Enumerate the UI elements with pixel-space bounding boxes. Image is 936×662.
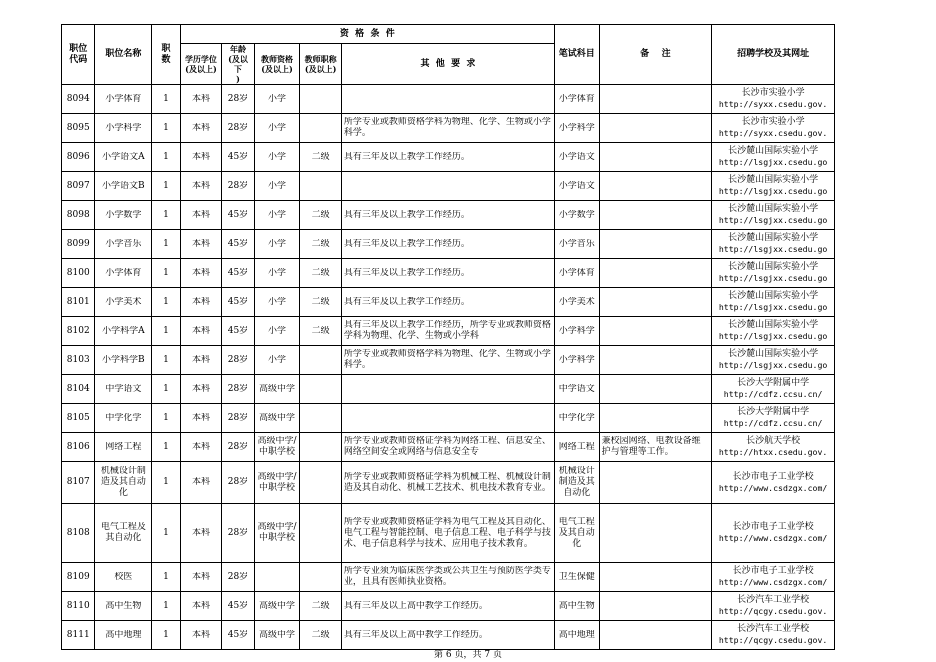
cell-school-name: 长沙市实验小学	[741, 117, 805, 127]
table-row	[62, 172, 835, 201]
cell-other: 具有三年及以上高中教学工作经历。	[343, 629, 488, 640]
cell-exam: 中学化学	[558, 412, 595, 423]
cell-exam: 高中生物	[558, 600, 595, 611]
cell-school-url[interactable]: http://qcgy.csedu.gov.	[718, 635, 828, 645]
cell-code: 8108	[66, 527, 90, 538]
cell-code: 8105	[66, 412, 90, 423]
cell-education: 本科	[191, 267, 210, 278]
header-code: 职位 代码	[62, 25, 95, 85]
cell-education: 本科	[191, 383, 210, 394]
cell-count: 1	[163, 354, 169, 365]
cell-name: 小学音乐	[105, 238, 142, 249]
cell-teacher-cert: 高级中学/中职学校	[257, 436, 297, 457]
cell-teacher-title: 二级	[311, 600, 330, 611]
cell-teacher-cert: 小学	[268, 122, 287, 133]
cell-teacher-title: 二级	[311, 325, 330, 336]
cell-name: 小学数学	[105, 209, 142, 220]
cell-age: 45岁	[227, 238, 249, 249]
cell-exam: 小学体育	[558, 267, 595, 278]
cell-teacher-title: 二级	[311, 296, 330, 307]
cell-code: 8106	[66, 441, 90, 452]
recruitment-table	[61, 24, 835, 650]
cell-age: 45岁	[227, 325, 249, 336]
cell-count: 1	[163, 296, 169, 307]
header-remark: 备 注	[599, 25, 712, 85]
cell-school-name: 长沙麓山国际实验小学	[728, 320, 819, 330]
cell-name: 高中地理	[105, 629, 142, 640]
cell-school-name: 长沙麓山国际实验小学	[728, 291, 819, 301]
cell-exam: 电气工程及其自动化	[558, 516, 595, 549]
cell-exam: 网络工程	[558, 441, 595, 452]
table-row	[62, 114, 835, 143]
cell-name: 小学语文B	[102, 180, 145, 191]
cell-teacher-cert: 高级中学/中职学校	[257, 471, 297, 493]
cell-education: 本科	[191, 412, 210, 423]
cell-teacher-cert: 小学	[268, 238, 287, 249]
cell-age: 28岁	[227, 93, 249, 104]
cell-exam: 高中地理	[558, 629, 595, 640]
cell-count: 1	[163, 122, 169, 133]
cell-teacher-title: 二级	[311, 238, 330, 249]
cell-age: 45岁	[227, 296, 249, 307]
cell-age: 45岁	[227, 151, 249, 162]
cell-code: 8099	[66, 238, 90, 249]
cell-school-url[interactable]: http://www.csdzgx.com/	[718, 482, 828, 493]
cell-age: 45岁	[227, 600, 249, 611]
cell-teacher-cert: 小学	[268, 296, 287, 307]
cell-exam: 小学语文	[558, 151, 595, 162]
cell-teacher-title: 二级	[311, 629, 330, 640]
cell-education: 本科	[191, 238, 210, 249]
cell-other: 所学专业或教师资格证学科为电气工程及其自动化、电气工程与智能控制、电子信息工程、电子科学与技术、电子信息科学与技术、应用电子技术教育。	[343, 516, 551, 549]
cell-school-name: 长沙麓山国际实验小学	[728, 175, 819, 185]
cell-teacher-cert: 小学	[268, 93, 287, 104]
cell-teacher-cert: 小学	[268, 151, 287, 162]
cell-education: 本科	[191, 93, 210, 104]
cell-school-url[interactable]: http://lsgjxx.csedu.go	[718, 331, 828, 341]
cell-other: 所学专业或教师资格证学科为机械工程、机械设计制造及其自动化、机械工艺技术、机电技术教育专业。	[343, 471, 551, 493]
cell-code: 8107	[66, 477, 90, 487]
cell-age: 28岁	[227, 122, 249, 133]
cell-education: 本科	[191, 527, 210, 538]
cell-count: 1	[163, 238, 169, 249]
cell-code: 8109	[66, 571, 90, 582]
cell-age: 45岁	[227, 209, 249, 220]
cell-exam: 小学科学	[558, 354, 595, 365]
cell-name: 网络工程	[105, 441, 142, 452]
cell-school-url[interactable]: http://lsgjxx.csedu.go	[718, 273, 828, 283]
cell-teacher-cert: 小学	[268, 354, 287, 365]
header-other: 其 他 要 求	[341, 44, 554, 85]
cell-name: 校医	[114, 571, 133, 582]
cell-school-name: 长沙麓山国际实验小学	[728, 204, 819, 214]
header-exam: 笔试科目	[554, 25, 599, 85]
cell-school-url[interactable]: http://lsgjxx.csedu.go	[718, 157, 828, 167]
cell-school-name: 长沙市电子工业学校	[732, 522, 814, 532]
cell-school-name: 长沙麓山国际实验小学	[728, 146, 819, 156]
cell-count: 1	[163, 151, 169, 162]
cell-school-name: 长沙汽车工业学校	[737, 595, 810, 605]
cell-other: 具有三年及以上教学工作经历。	[343, 209, 470, 220]
table-row	[62, 143, 835, 172]
cell-education: 本科	[191, 151, 210, 162]
cell-code: 8097	[66, 180, 90, 191]
cell-teacher-cert: 高级中学	[259, 600, 296, 611]
cell-other: 所学专业须为临床医学类或公共卫生与预防医学类专业，且具有医师执业资格。	[343, 566, 551, 587]
cell-exam: 小学体育	[558, 93, 595, 104]
table-row	[62, 346, 835, 375]
cell-count: 1	[163, 267, 169, 278]
cell-school-name: 长沙航天学校	[746, 436, 801, 446]
header-teacher-cert: 教师资格 (及以上)	[254, 44, 300, 85]
cell-remark: 兼校园网络、电教设备维护与管理等工作。	[601, 436, 701, 457]
cell-code: 8102	[66, 325, 90, 336]
cell-count: 1	[163, 93, 169, 104]
cell-count: 1	[163, 180, 169, 191]
cell-teacher-cert: 高级中学	[259, 383, 296, 394]
page-footer: 第 6 页，共 7 页	[434, 650, 502, 660]
cell-code: 8103	[66, 354, 90, 365]
cell-education: 本科	[191, 571, 210, 582]
cell-teacher-cert: 小学	[268, 325, 287, 336]
cell-school-url[interactable]: http://www.csdzgx.com/	[718, 533, 828, 543]
table-row	[62, 462, 835, 504]
cell-other: 所学专业或教师资格学科为物理、化学、生物或小学科学。	[343, 117, 551, 138]
cell-school-name: 长沙市实验小学	[741, 88, 805, 98]
cell-count: 1	[163, 441, 169, 452]
cell-age: 28岁	[227, 383, 249, 394]
cell-other: 具有三年及以上教学工作经历。	[343, 267, 470, 278]
cell-age: 28岁	[227, 441, 249, 452]
cell-school-name: 长沙大学附属中学	[737, 407, 810, 417]
cell-count: 1	[163, 383, 169, 394]
cell-count: 1	[163, 527, 169, 538]
cell-other: 所学专业或教师资格证学科为网络工程、信息安全、网络空间安全或网络与信息安全专	[343, 436, 551, 457]
cell-education: 本科	[191, 209, 210, 220]
cell-age: 45岁	[227, 629, 249, 640]
cell-education: 本科	[191, 441, 210, 452]
cell-count: 1	[163, 325, 169, 336]
cell-name: 高中生物	[105, 600, 142, 611]
cell-school-name: 长沙市电子工业学校	[732, 471, 814, 482]
header-teacher-title: 教师职称 (及以上)	[300, 44, 342, 85]
cell-exam: 小学数学	[558, 209, 595, 220]
header-count: 职 数	[152, 25, 180, 85]
cell-education: 本科	[191, 325, 210, 336]
cell-school-url[interactable]: http://lsgjxx.csedu.go	[718, 215, 828, 225]
cell-count: 1	[163, 571, 169, 582]
cell-age: 28岁	[227, 180, 249, 191]
cell-school-url[interactable]: http://www.csdzgx.com/	[718, 577, 828, 587]
cell-name: 小学体育	[105, 93, 142, 104]
cell-exam: 小学科学	[558, 122, 595, 133]
cell-school-name: 长沙汽车工业学校	[737, 624, 810, 634]
cell-name: 小学科学A	[102, 325, 145, 336]
table-row	[62, 230, 835, 259]
table-row	[62, 201, 835, 230]
cell-exam: 小学美术	[558, 296, 595, 307]
cell-exam: 小学科学	[558, 325, 595, 336]
cell-school-name: 长沙麓山国际实验小学	[728, 262, 819, 272]
cell-exam: 小学语文	[558, 180, 595, 191]
cell-name: 中学语文	[105, 383, 142, 394]
cell-education: 本科	[191, 296, 210, 307]
cell-teacher-title: 二级	[311, 151, 330, 162]
cell-school-url[interactable]: http://lsgjxx.csedu.go	[718, 360, 828, 370]
cell-education: 本科	[191, 122, 210, 133]
cell-age: 45岁	[227, 267, 249, 278]
cell-count: 1	[163, 412, 169, 423]
cell-teacher-cert: 高级中学	[259, 629, 296, 640]
table-row	[62, 375, 835, 404]
table-row	[62, 433, 835, 462]
cell-code: 8101	[66, 296, 90, 307]
table-row	[62, 621, 835, 650]
cell-age: 28岁	[227, 412, 249, 423]
cell-other: 具有三年及以上教学工作经历，所学专业或教师资格学科为物理、化学、生物或小学科	[343, 320, 551, 341]
cell-code: 8098	[66, 209, 90, 220]
cell-school-name: 长沙市电子工业学校	[732, 566, 814, 576]
cell-other: 具有三年及以上高中教学工作经历。	[343, 600, 488, 611]
cell-education: 本科	[191, 600, 210, 611]
header-name: 职位名称	[95, 25, 152, 85]
header-qualifications: 资 格 条 件	[180, 25, 554, 44]
table-row	[62, 592, 835, 621]
table-row	[62, 317, 835, 346]
cell-code: 8095	[66, 122, 90, 133]
cell-school-url[interactable]: http://qcgy.csedu.gov.	[718, 606, 828, 616]
cell-name: 中学化学	[105, 412, 142, 423]
cell-school-url[interactable]: http://syxx.csedu.gov.	[718, 99, 828, 109]
cell-teacher-cert: 高级中学/中职学校	[257, 522, 297, 543]
header-school: 招聘学校及其网址	[712, 25, 835, 85]
cell-school-url[interactable]: http://syxx.csedu.gov.	[718, 128, 828, 138]
cell-code: 8110	[66, 600, 90, 611]
table-row	[62, 288, 835, 317]
cell-other: 具有三年及以上教学工作经历。	[343, 151, 470, 162]
cell-age: 28岁	[227, 354, 249, 365]
cell-exam: 卫生保健	[558, 571, 595, 582]
cell-name: 机械设计制造及其自动化	[100, 466, 146, 498]
cell-school-name: 长沙麓山国际实验小学	[728, 233, 819, 243]
cell-teacher-cert: 小学	[268, 209, 287, 220]
cell-name: 小学科学	[105, 122, 142, 133]
cell-code: 8104	[66, 383, 90, 394]
table-row	[62, 404, 835, 433]
cell-teacher-cert: 高级中学	[259, 412, 296, 423]
table-row	[62, 259, 835, 288]
cell-teacher-title: 二级	[311, 267, 330, 278]
cell-school-name: 长沙麓山国际实验小学	[728, 349, 819, 359]
cell-other: 所学专业或教师资格学科为物理、化学、生物或小学科学。	[343, 349, 551, 370]
cell-school-url[interactable]: http://cdfz.ccsu.cn/	[723, 418, 823, 428]
cell-exam: 中学语文	[558, 383, 595, 394]
cell-name: 小学科学B	[102, 354, 145, 365]
table-row	[62, 504, 835, 563]
cell-count: 1	[163, 477, 169, 487]
cell-education: 本科	[191, 629, 210, 640]
cell-school-url[interactable]: http://lsgjxx.csedu.go	[718, 302, 828, 312]
cell-exam: 小学音乐	[558, 238, 595, 249]
cell-teacher-cert: 小学	[268, 267, 287, 278]
table-row	[62, 563, 835, 592]
cell-name: 电气工程及其自动化	[100, 522, 146, 543]
cell-code: 8096	[66, 151, 90, 162]
cell-age: 28岁	[227, 477, 249, 487]
cell-code: 8100	[66, 267, 90, 278]
cell-teacher-cert: 小学	[268, 180, 287, 191]
cell-school-name: 长沙大学附属中学	[737, 378, 810, 388]
cell-teacher-title: 二级	[311, 209, 330, 220]
cell-age: 28岁	[227, 571, 249, 582]
cell-count: 1	[163, 209, 169, 220]
cell-school-url[interactable]: http://lsgjxx.csedu.go	[718, 244, 828, 254]
header-education: 学历学位 (及以上)	[180, 44, 222, 85]
cell-education: 本科	[191, 180, 210, 191]
cell-name: 小学语文A	[102, 151, 145, 162]
cell-code: 8094	[66, 93, 90, 104]
cell-name: 小学美术	[105, 296, 142, 307]
cell-age: 28岁	[227, 527, 249, 538]
cell-education: 本科	[191, 477, 210, 487]
table-row	[62, 85, 835, 114]
cell-exam: 机械设计制造及其自动化	[558, 466, 595, 498]
cell-school-url[interactable]: http://lsgjxx.csedu.go	[718, 186, 828, 196]
header-age: 年龄 (及以下 )	[222, 44, 254, 85]
cell-other: 具有三年及以上教学工作经历。	[343, 296, 470, 307]
cell-school-url[interactable]: http://htxx.csedu.gov.	[718, 447, 828, 457]
cell-education: 本科	[191, 354, 210, 365]
cell-code: 8111	[66, 629, 90, 640]
cell-other: 具有三年及以上教学工作经历。	[343, 238, 470, 249]
cell-name: 小学体育	[105, 267, 142, 278]
cell-count: 1	[163, 600, 169, 611]
cell-count: 1	[163, 629, 169, 640]
cell-school-url[interactable]: http://cdfz.ccsu.cn/	[723, 389, 823, 399]
